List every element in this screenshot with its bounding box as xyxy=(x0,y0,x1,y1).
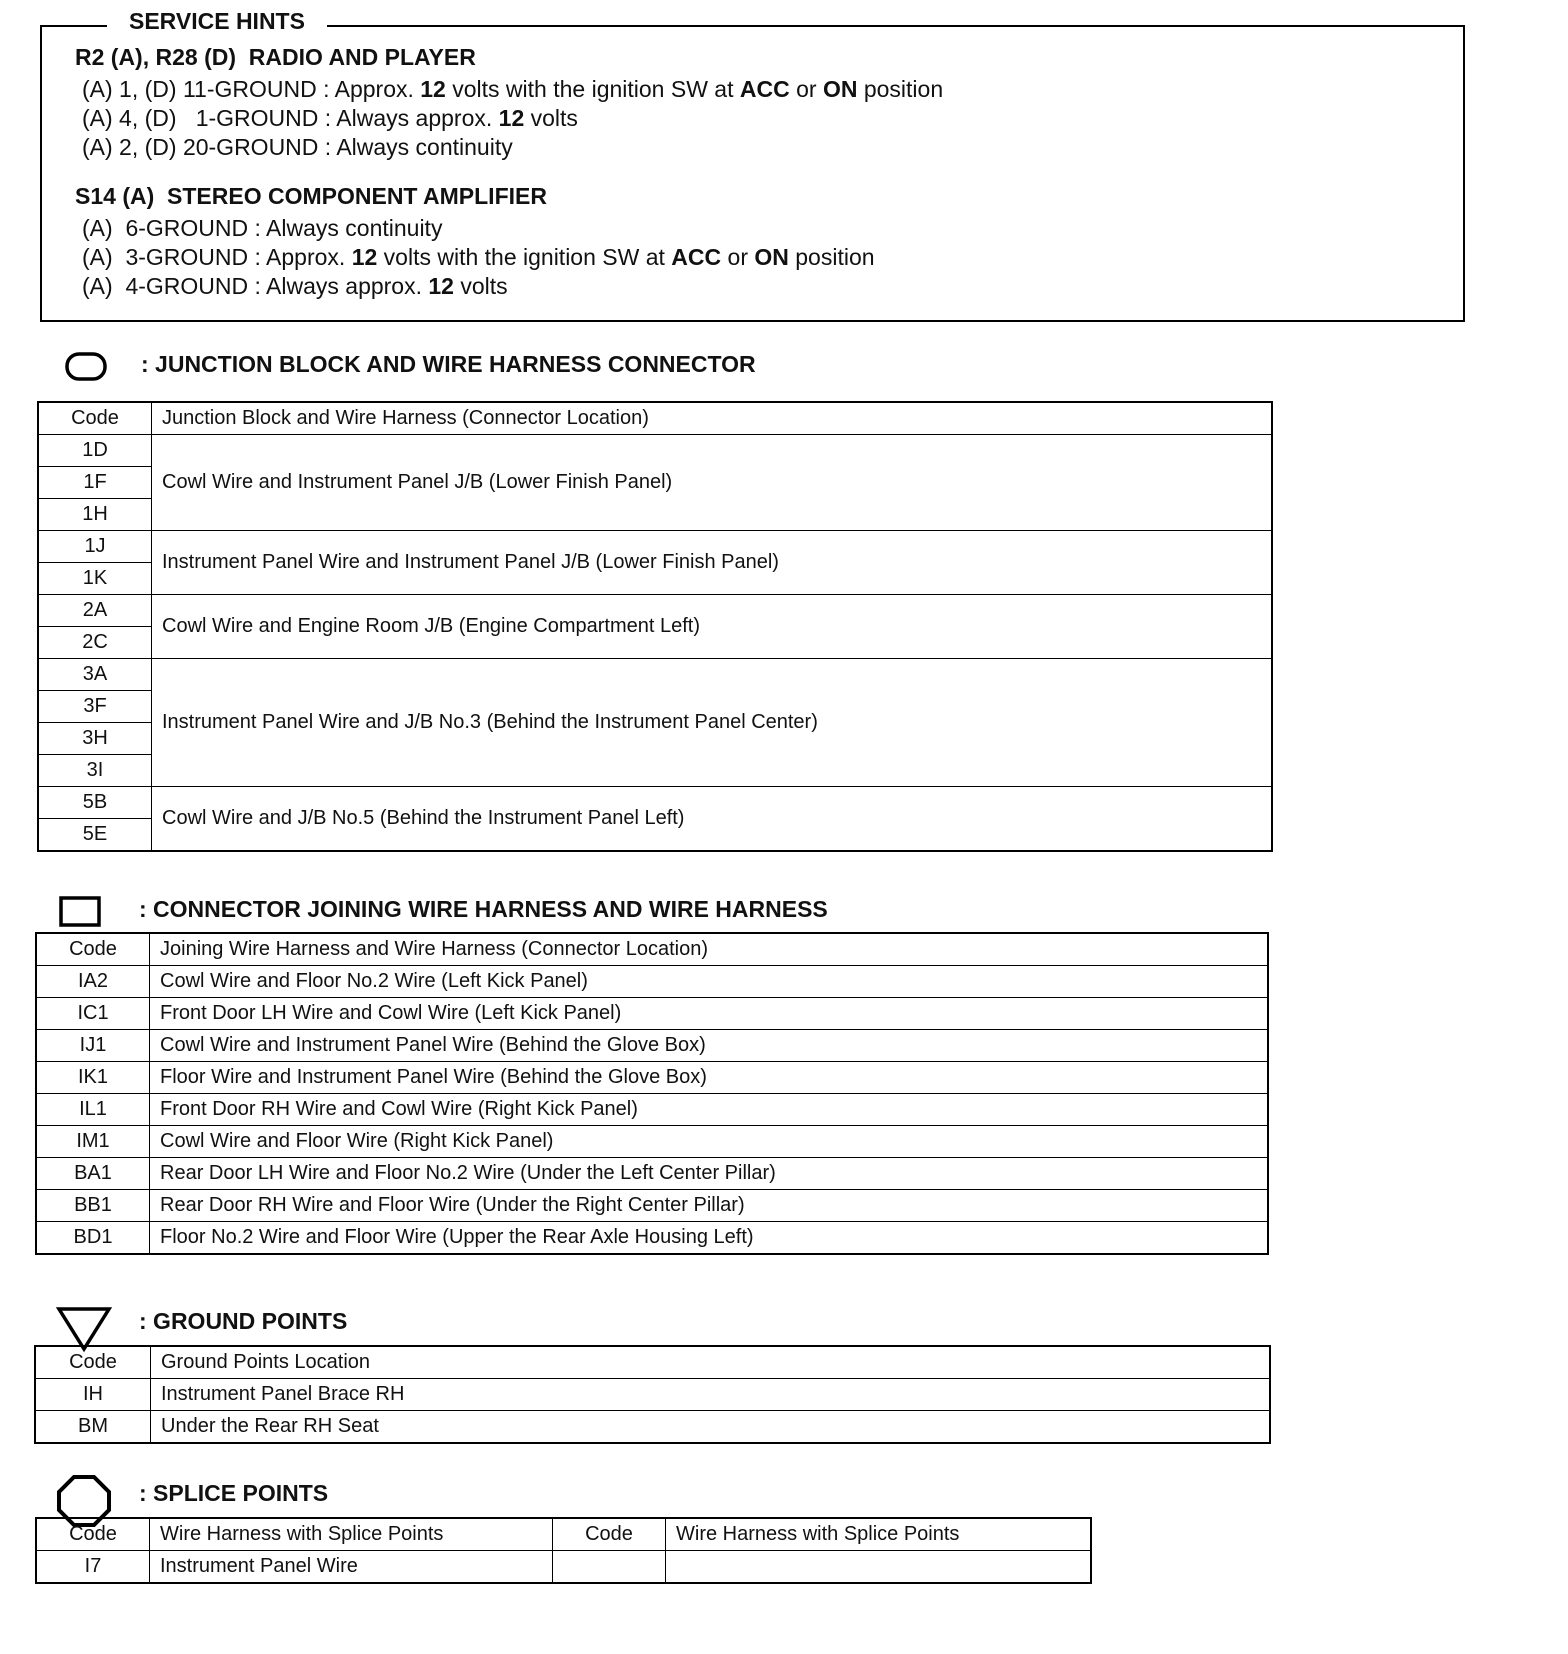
table-row xyxy=(36,1094,1268,1126)
hint-text-a: Always approx. xyxy=(336,105,499,131)
location-cell: Cowl Wire and Floor No.2 Wire (Left Kick Panel) xyxy=(150,966,1269,998)
code-cell: 5B xyxy=(38,787,152,819)
connector-table xyxy=(35,932,1269,1255)
location-cell: Cowl Wire and Instrument Panel Wire (Behind the Glove Box) xyxy=(150,1030,1269,1062)
location-cell: Rear Door LH Wire and Floor No.2 Wire (Under the Left Center Pillar) xyxy=(150,1158,1269,1190)
code-cell: IL1 xyxy=(36,1094,150,1126)
hint-sep: : xyxy=(318,134,337,160)
location-cell: Front Door RH Wire and Cowl Wire (Right Kick Panel) xyxy=(150,1094,1269,1126)
code-cell: 3I xyxy=(38,755,152,787)
hint-b2: ACC xyxy=(739,76,790,102)
hint-sep: : xyxy=(316,76,335,102)
hint-b1: 12 xyxy=(498,105,525,131)
hint-sep: : xyxy=(248,244,267,270)
hint-text-a: Approx. xyxy=(334,76,421,102)
code-cell: BD1 xyxy=(36,1222,150,1255)
hint-line xyxy=(82,76,943,103)
junction-heading: : JUNCTION BLOCK AND WIRE HARNESS CONNECTOR xyxy=(141,351,756,377)
splice-wire-cell: Instrument Panel Wire xyxy=(150,1551,553,1584)
code-cell: 2A xyxy=(38,595,152,627)
location-cell: Instrument Panel Wire and Instrument Panel J/B (Lower Finish Panel) xyxy=(152,531,1273,595)
junction-table xyxy=(37,401,1273,852)
hint-b1: 12 xyxy=(428,273,454,299)
table-header-row xyxy=(35,1346,1270,1379)
code-cell: IJ1 xyxy=(36,1030,150,1062)
code-cell: 1D xyxy=(38,435,152,467)
code-cell: IH xyxy=(35,1379,151,1411)
hint-text-a: Always continuity xyxy=(336,134,513,160)
hint-text-b: volts xyxy=(453,273,508,299)
hint-text-c: or xyxy=(721,244,755,270)
location-cell: Cowl Wire and Engine Room J/B (Engine Compartment Left) xyxy=(152,595,1273,659)
table-row xyxy=(36,998,1268,1030)
location-cell: Floor Wire and Instrument Panel Wire (Behind the Glove Box) xyxy=(150,1062,1269,1094)
hint-pin: (A) 6-GROUND xyxy=(82,215,249,241)
code-cell: BA1 xyxy=(36,1158,150,1190)
column-header-description: Wire Harness with Splice Points xyxy=(150,1518,553,1551)
hint-text-d: position xyxy=(857,76,944,102)
location-cell: Cowl Wire and Instrument Panel J/B (Lower Finish Panel) xyxy=(152,435,1273,531)
table-row xyxy=(38,787,1272,819)
table-header-row xyxy=(38,402,1272,435)
location-cell: Instrument Panel Brace RH xyxy=(151,1379,1271,1411)
table-row xyxy=(36,1190,1268,1222)
code-cell: 1F xyxy=(38,467,152,499)
hint-sep: : xyxy=(318,105,337,131)
hint-line xyxy=(82,244,875,271)
hint-b3: ON xyxy=(822,76,858,102)
column-header-code: Code xyxy=(35,1346,151,1379)
hint-section-heading: S14 (A) STEREO COMPONENT AMPLIFIER xyxy=(75,183,547,209)
square-icon xyxy=(58,895,104,929)
code-cell: IC1 xyxy=(36,998,150,1030)
table-row xyxy=(36,1126,1268,1158)
column-header-description: Ground Points Location xyxy=(151,1346,1271,1379)
splice-wire-cell xyxy=(666,1551,1092,1584)
hint-line xyxy=(82,134,513,161)
column-header-code: Code xyxy=(38,402,152,435)
hint-pin: (A) 3-GROUND xyxy=(82,244,249,270)
table-row xyxy=(38,531,1272,563)
location-cell: Cowl Wire and Floor Wire (Right Kick Panel) xyxy=(150,1126,1269,1158)
location-cell: Cowl Wire and J/B No.5 (Behind the Instrument Panel Left) xyxy=(152,787,1273,852)
hint-b1: 12 xyxy=(351,244,378,270)
code-cell: IK1 xyxy=(36,1062,150,1094)
hint-b2: ACC xyxy=(671,244,722,270)
location-cell: Rear Door RH Wire and Floor Wire (Under the Right Center Pillar) xyxy=(150,1190,1269,1222)
hint-sep: : xyxy=(248,273,267,299)
hint-text-a: Always approx. xyxy=(266,273,429,299)
column-header-code: Code xyxy=(553,1518,666,1551)
hint-text-a: Approx. xyxy=(266,244,352,270)
splice-table xyxy=(35,1517,1092,1584)
location-cell: Front Door LH Wire and Cowl Wire (Left Kick Panel) xyxy=(150,998,1269,1030)
table-row xyxy=(36,1030,1268,1062)
hint-pin: (A) 4, (D) 1-GROUND xyxy=(82,105,319,131)
hint-pin: (A) 2, (D) 20-GROUND xyxy=(82,134,319,160)
table-row xyxy=(36,1158,1268,1190)
column-header-description: Joining Wire Harness and Wire Harness (Connector Location) xyxy=(150,933,1269,966)
column-header-description: Junction Block and Wire Harness (Connector Location) xyxy=(152,402,1273,435)
ground-table xyxy=(34,1345,1271,1444)
hint-line xyxy=(82,215,442,242)
hint-section-heading: R2 (A), R28 (D) RADIO AND PLAYER xyxy=(75,44,476,70)
code-cell: IA2 xyxy=(36,966,150,998)
hint-text-c: or xyxy=(789,76,823,102)
hint-text-a: Always continuity xyxy=(266,215,443,241)
code-cell: 5E xyxy=(38,819,152,852)
ground-heading: : GROUND POINTS xyxy=(139,1308,348,1334)
hint-b3: ON xyxy=(754,244,789,270)
table-row xyxy=(38,435,1272,467)
hint-text-b: volts xyxy=(524,105,578,131)
table-row xyxy=(36,1062,1268,1094)
table-row xyxy=(38,595,1272,627)
code-cell: BB1 xyxy=(36,1190,150,1222)
code-cell: 3A xyxy=(38,659,152,691)
code-cell: 3H xyxy=(38,723,152,755)
rounded-rect-icon xyxy=(64,350,110,384)
hint-line xyxy=(82,105,578,132)
hint-pin: (A) 4-GROUND xyxy=(82,273,249,299)
table-row xyxy=(36,1551,1091,1584)
hint-b1: 12 xyxy=(420,76,446,102)
hint-line xyxy=(82,273,508,300)
table-header-row xyxy=(36,1518,1091,1551)
table-row xyxy=(36,1222,1268,1255)
hint-text-b: volts with the ignition SW at xyxy=(445,76,740,102)
service-hints-title: SERVICE HINTS xyxy=(107,8,327,35)
code-cell: IM1 xyxy=(36,1126,150,1158)
code-cell: BM xyxy=(35,1411,151,1444)
code-cell: I7 xyxy=(36,1551,150,1584)
code-cell: 1J xyxy=(38,531,152,563)
table-row xyxy=(38,659,1272,691)
hint-pin: (A) 1, (D) 11-GROUND xyxy=(82,76,317,102)
hint-text-d: position xyxy=(788,244,875,270)
code-cell: 2C xyxy=(38,627,152,659)
table-row xyxy=(35,1379,1270,1411)
hint-text-b: volts with the ignition SW at xyxy=(377,244,672,270)
code-cell: 1H xyxy=(38,499,152,531)
table-row xyxy=(36,966,1268,998)
code-cell: 3F xyxy=(38,691,152,723)
location-cell: Floor No.2 Wire and Floor Wire (Upper the Rear Axle Housing Left) xyxy=(150,1222,1269,1255)
column-header-code: Code xyxy=(36,933,150,966)
hint-sep: : xyxy=(248,215,267,241)
column-header-description: Wire Harness with Splice Points xyxy=(666,1518,1092,1551)
table-header-row xyxy=(36,933,1268,966)
connector-heading: : CONNECTOR JOINING WIRE HARNESS AND WIRE HARNESS xyxy=(139,896,828,922)
code-cell xyxy=(553,1551,666,1584)
table-row xyxy=(35,1411,1270,1444)
column-header-code: Code xyxy=(36,1518,150,1551)
location-cell: Instrument Panel Wire and J/B No.3 (Behind the Instrument Panel Center) xyxy=(152,659,1273,787)
splice-heading: : SPLICE POINTS xyxy=(139,1480,329,1506)
location-cell: Under the Rear RH Seat xyxy=(151,1411,1271,1444)
code-cell: 1K xyxy=(38,563,152,595)
